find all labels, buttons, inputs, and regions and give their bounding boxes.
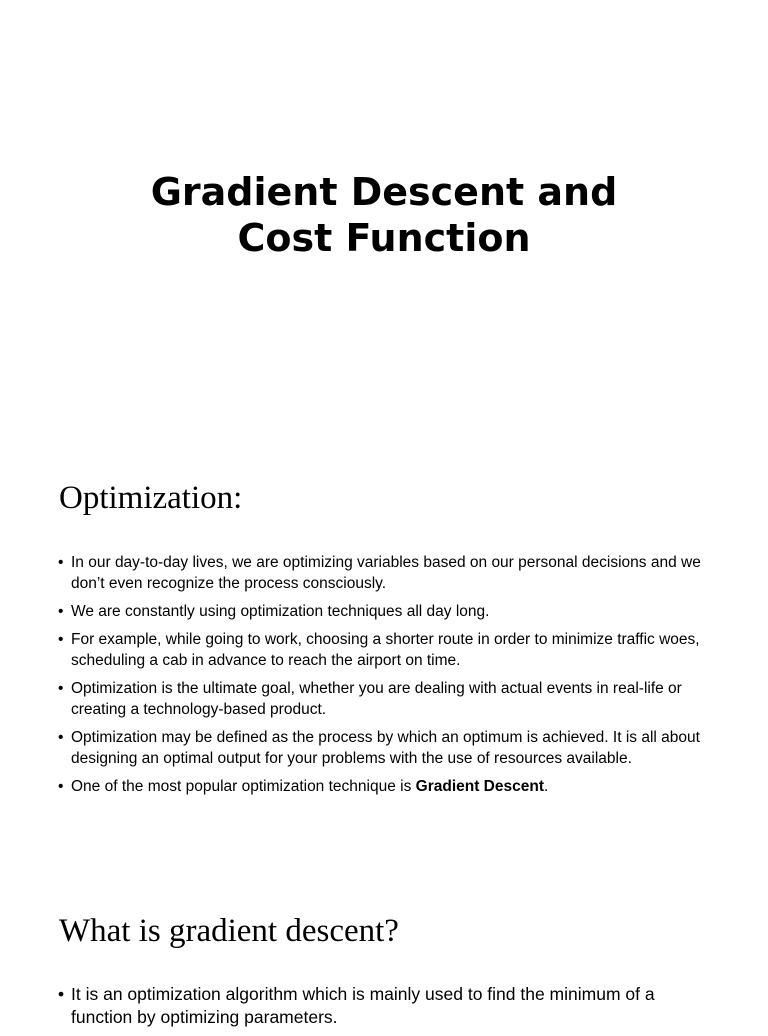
bullet-text-before: One of the most popular optimization technique is <box>71 778 416 795</box>
bullet-bold-term: Gradient Descent <box>415 778 544 795</box>
bullet-item <box>58 776 718 797</box>
bullet-text: Optimization is the ultimate goal, whether you are dealing with actual events in real-life or creating a technology-based product. <box>71 680 682 718</box>
bullet-item <box>58 629 718 671</box>
bullet-text: Optimization may be defined as the process by which an optimum is achieved. It is all about designing an optimal output for your problems with the use of resources available. <box>71 729 700 767</box>
title-line-2: Cost Function <box>237 216 531 260</box>
gradient-descent-bullet-list <box>58 983 718 1036</box>
bullet-text: For example, while going to work, choosing a shorter route in order to minimize traffic woes, scheduling a cab in advance to reach the airport on time. <box>71 631 700 669</box>
optimization-slide <box>0 455 768 895</box>
optimization-bullet-list <box>58 552 718 804</box>
bullet-point-icon: • <box>58 554 64 571</box>
bullet-text: In our day-to-day lives, we are optimizing variables based on our personal decisions and we don’t even recognize the process consciously. <box>71 554 701 592</box>
bullet-point-icon: • <box>58 680 64 697</box>
bullet-item <box>58 983 718 1029</box>
bullet-item <box>58 601 718 622</box>
bullet-text: It is an optimization algorithm which is mainly used to find the minimum of a function by optimizing parameters. <box>71 984 655 1027</box>
optimization-heading: Optimization: <box>59 480 243 516</box>
bullet-point-icon: • <box>58 984 65 1004</box>
bullet-point-icon: • <box>58 631 64 648</box>
bullet-item <box>58 678 718 720</box>
gradient-descent-slide <box>0 895 768 1027</box>
bullet-point-icon: • <box>58 729 64 746</box>
bullet-text-after: . <box>544 778 549 795</box>
bullet-point-icon: • <box>58 603 64 620</box>
gradient-descent-heading: What is gradient descent? <box>59 913 399 949</box>
bullet-item <box>58 552 718 594</box>
bullet-text: We are constantly using optimization techniques all day long. <box>71 603 490 620</box>
title-slide <box>0 0 768 455</box>
title-line-1: Gradient Descent and <box>150 170 618 214</box>
document-title <box>0 169 768 261</box>
bullet-item <box>58 727 718 769</box>
bullet-point-icon: • <box>58 778 64 795</box>
